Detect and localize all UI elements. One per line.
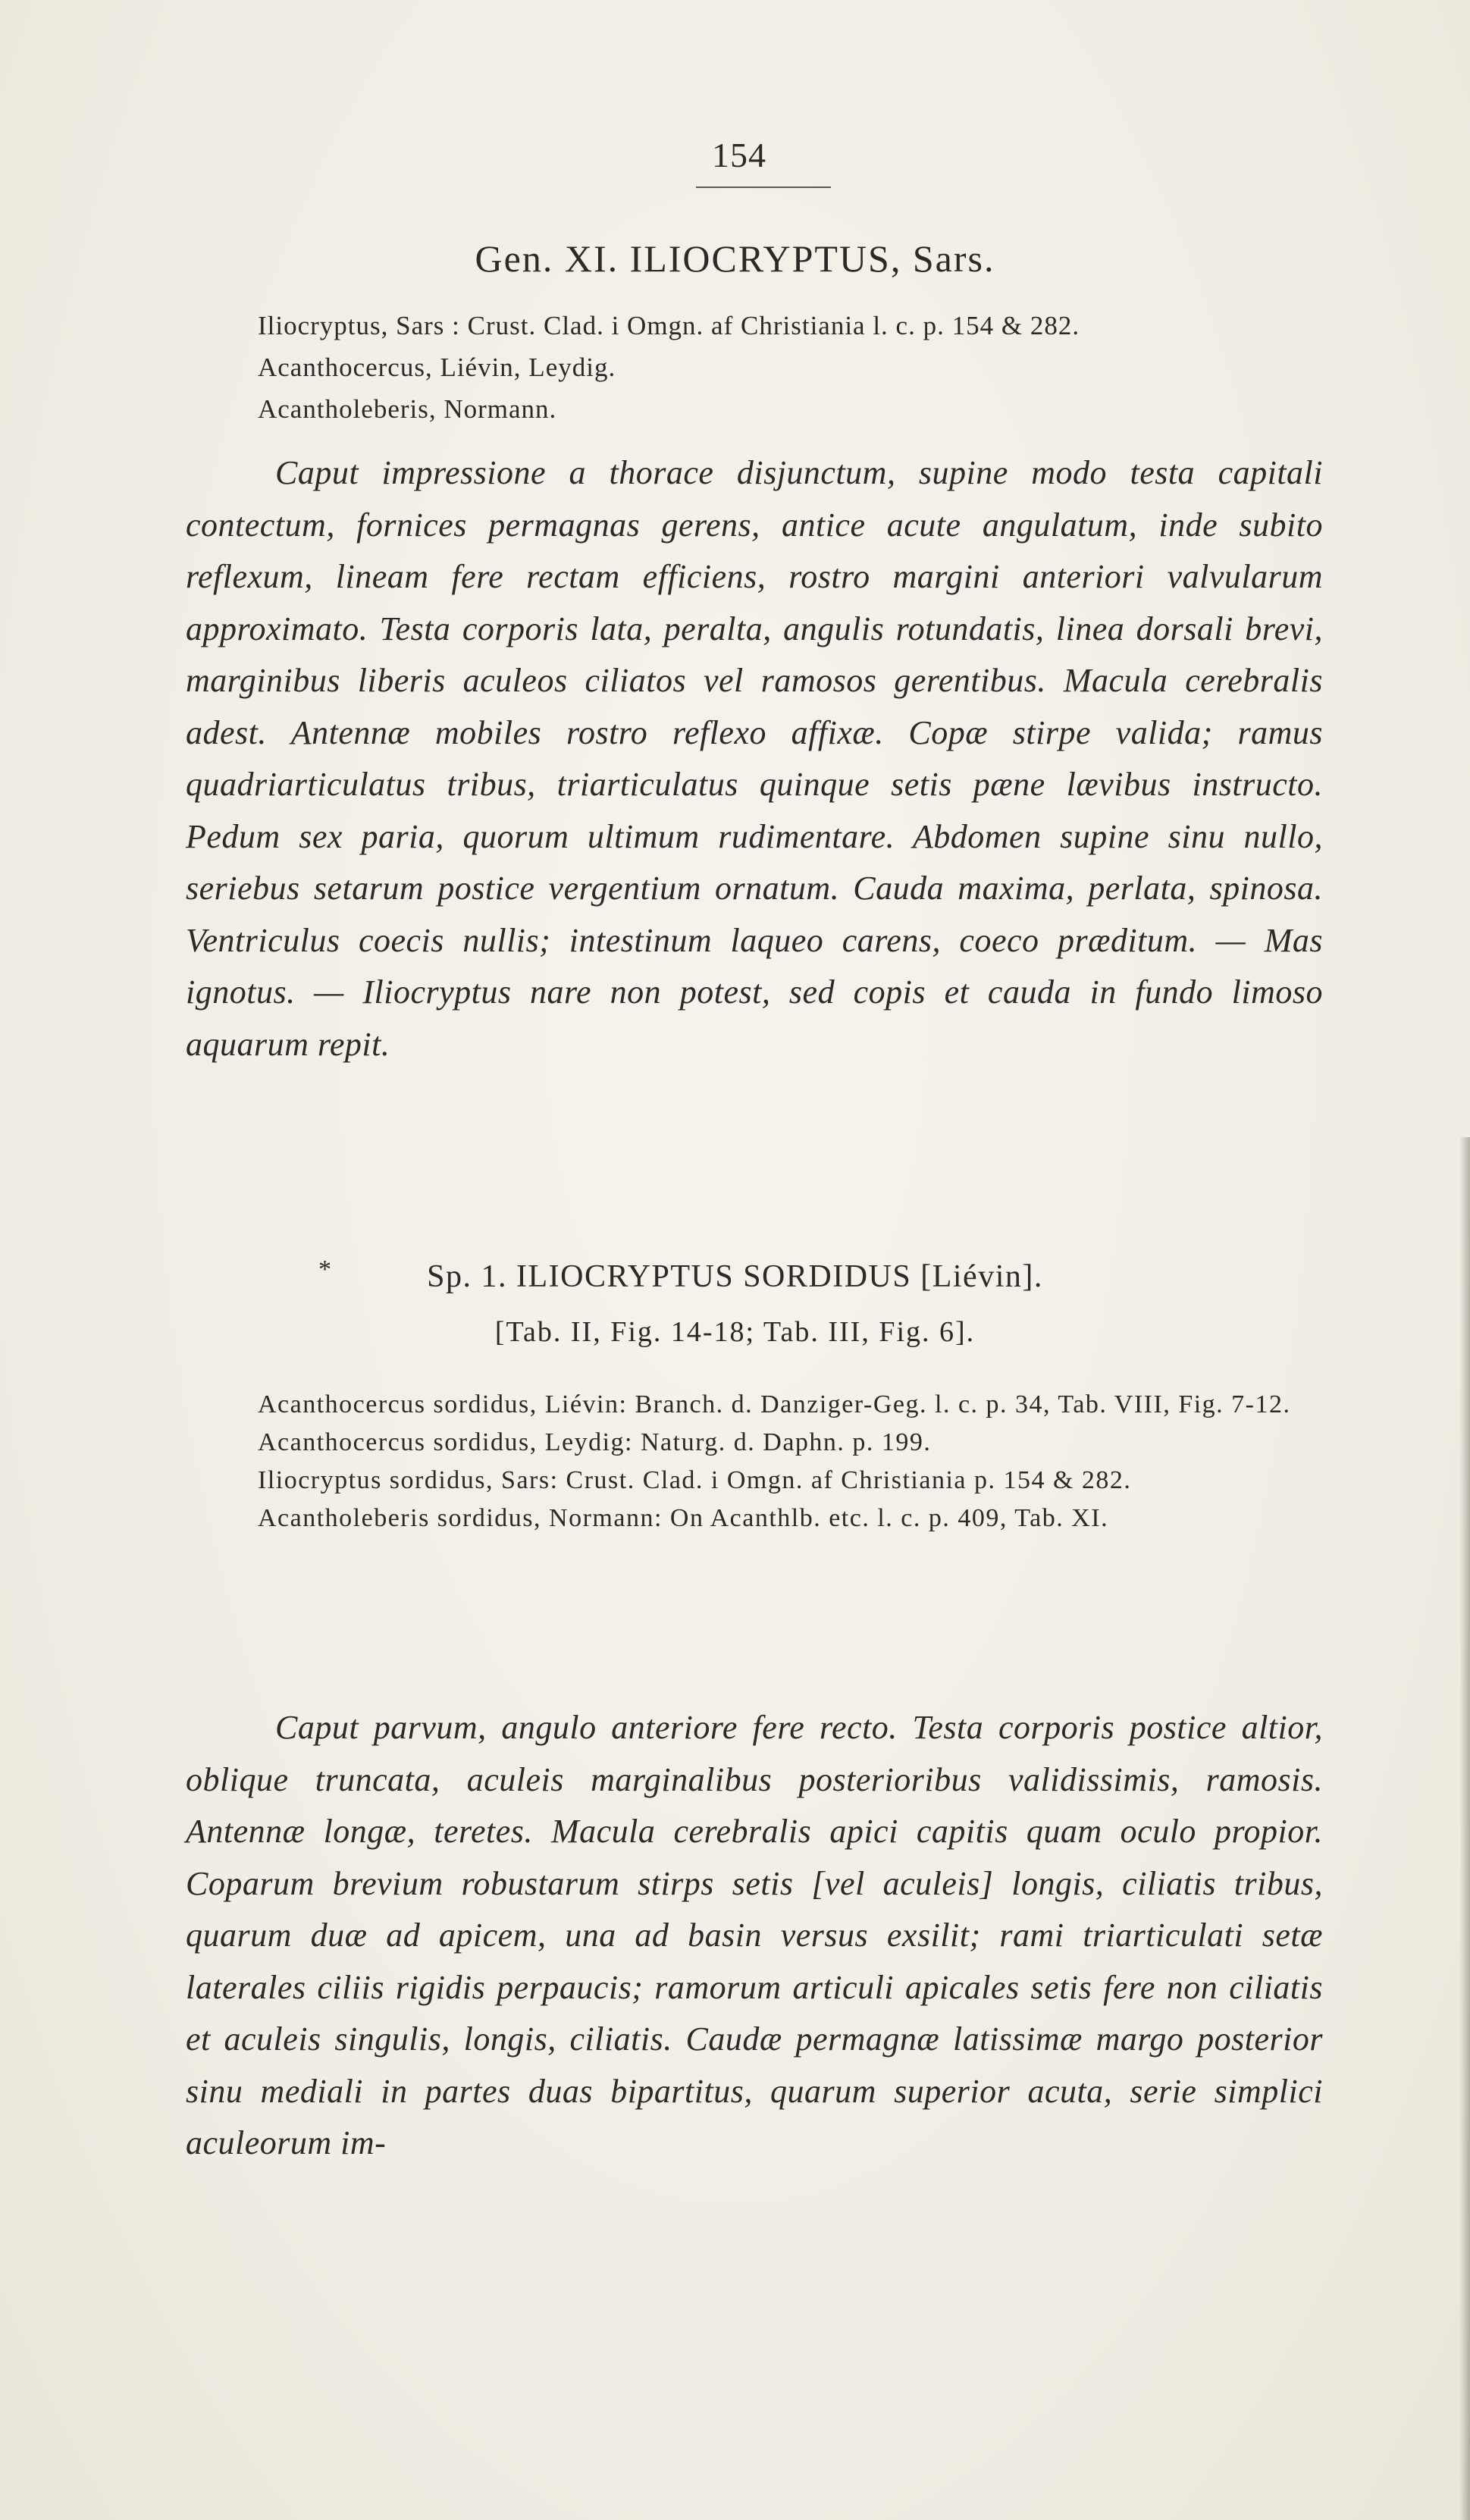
synonym-line: Acanthocercus, Liévin, Leydig.	[258, 353, 616, 382]
page-edge-shadow	[1459, 1137, 1470, 2520]
page-number: 154	[712, 136, 766, 174]
synonym-line: Iliocryptus, Sars : Crust. Clad. i Omgn. af Christiania l. c. p. 154 & 282.	[258, 311, 1080, 340]
reference-item: Acanthocercus sordidus, Leydig: Naturg. d. Daphn. p. 199.	[258, 1428, 932, 1456]
species-description	[186, 1702, 1323, 2170]
species-description-text: Caput parvum, angulo anteriore fere recto. Testa corporis postice altior, oblique truncata, aculeis marginalibus posterioribus validissimis, ramosis. Antennæ longæ, teretes. Macula cerebralis apici capitis quam oculo propior. Coparum brevium robustarum stirps setis [vel aculeis] longis, ciliatis tribus, quarum duæ ad apicem, una ad basin versus exsilit; rami triarticulati setæ laterales ciliis rigidis perpaucis; ramorum articuli apicales setis fere non ciliatis et aculeis singulis, longis, ciliatis. Caudæ permagnæ latissimæ margo posterior sinu mediali in partes duas bipartitus, quarum superior acuta, serie simplici aculeorum im-	[186, 1709, 1323, 2161]
species-heading-row	[0, 1255, 1470, 1295]
species-marker: *	[318, 1255, 333, 1284]
reference-list	[258, 1386, 1334, 1537]
page-number-rule	[696, 186, 831, 188]
genus-description-text: Caput impressione a thorace disjunctum, supine modo testa capitali contectum, fornices permagnas gerens, antice acute angulatum, inde subito reflexum, lineam fere rectam efficiens, rostro margini anteriori valvularum approximato. Testa corporis lata, peralta, angulis rotundatis, linea dorsali brevi, marginibus liberis aculeos ciliatos vel ramosos gerentibus. Macula cerebralis adest. Antennæ mobiles rostro reflexo affixæ. Copæ stirpe valida; ramus quadriarticulatus tribus, triarticulatus quinque setis pæne lævibus instructo. Pedum sex paria, quorum ultimum rudimentare. Abdomen supine sinu nullo, seriebus setarum postice vergentium ornatum. Cauda maxima, perlata, spinosa. Ventriculus coecis nullis; intestinum laqueo carens, coeco præditum. — Mas ignotus. — Iliocryptus nare non potest, sed copis et cauda in fundo limoso aquarum repit.	[186, 454, 1323, 1063]
synonym-line: Acantholeberis, Normann.	[258, 394, 557, 424]
reference-item: Iliocryptus sordidus, Sars: Crust. Clad. i Omgn. af Christiania p. 154 & 282.	[258, 1466, 1132, 1494]
genus-heading: Gen. XI. ILIOCRYPTUS, Sars.	[475, 237, 995, 280]
genus-description	[186, 447, 1323, 1070]
reference-item: Acanthocercus sordidus, Liévin: Branch. d. Danziger-Geg. l. c. p. 34, Tab. VIII, Fig. 7-12.	[258, 1390, 1291, 1418]
reference-item: Acantholeberis sordidus, Normann: On Acanthlb. etc. l. c. p. 409, Tab. XI.	[258, 1504, 1109, 1532]
plate-reference: [Tab. II, Fig. 14-18; Tab. III, Fig. 6].	[494, 1316, 976, 1348]
species-heading: Sp. 1. ILIOCRYPTUS SORDIDUS [Liévin].	[427, 1259, 1043, 1294]
